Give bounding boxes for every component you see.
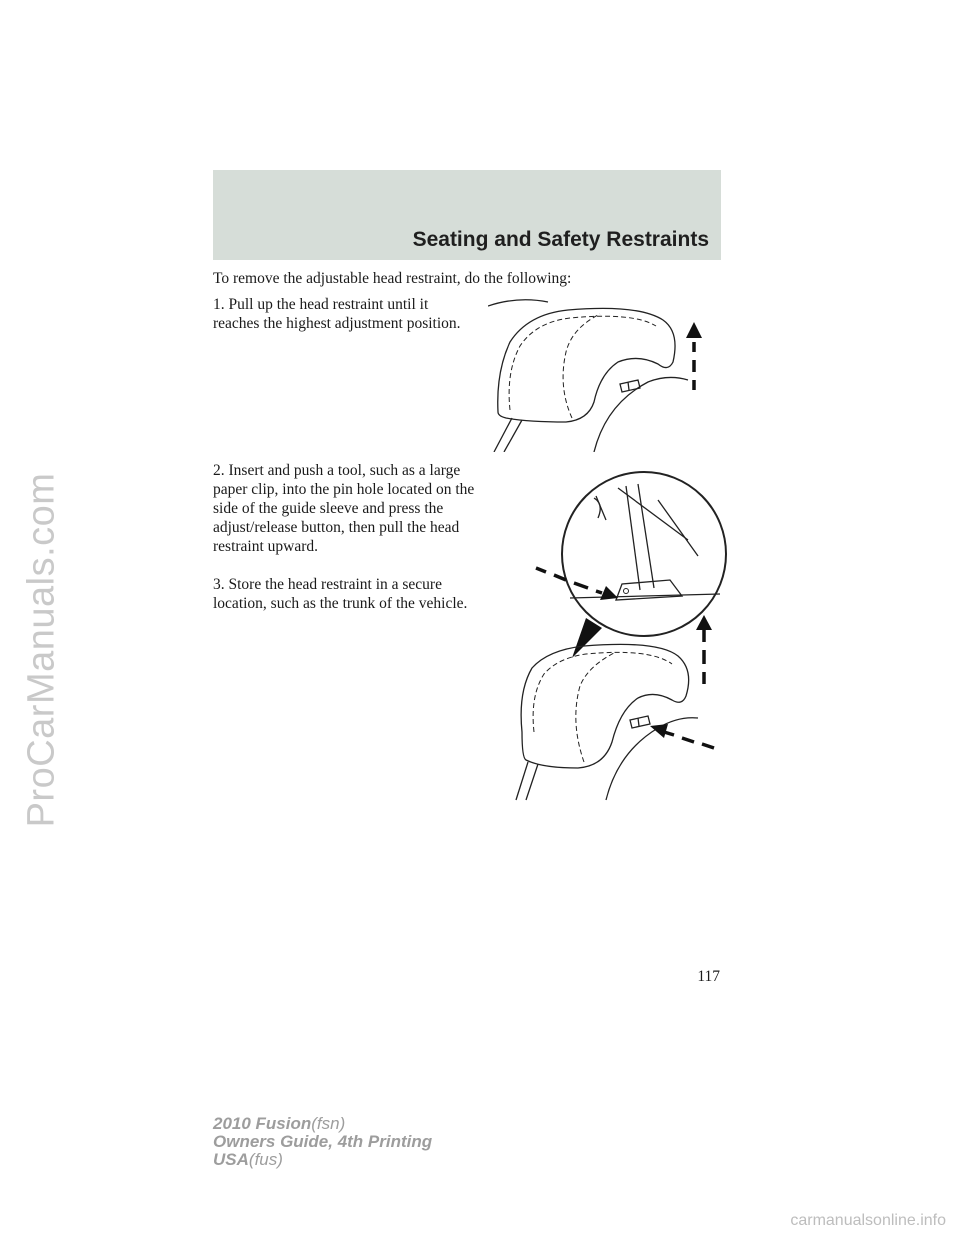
head-restraint-pin-hole-illustration [488,470,728,810]
footer-line-guide [213,1133,432,1151]
step-2-text: 2. Insert and push a tool, such as a large paper clip, into the pin hole located on the side of the guide sleeve and press the adjust/release button, then pull the head restraint upward. [213,462,475,555]
bottom-watermark: carmanualsonline.info [790,1212,946,1229]
step-1-text: 1. Pull up the head restraint until it reaches the highest adjustment position. [213,296,461,332]
footer-model: 2010 Fusion [213,1114,312,1133]
footer-line-model [213,1115,432,1133]
side-watermark-text: ProCarManuals.com [20,472,63,828]
footer-line-market [213,1151,432,1169]
footer-info [213,1115,432,1169]
footer-market: USA [213,1150,249,1169]
footer-model-code: (fsn) [311,1114,346,1133]
side-watermark [12,390,72,910]
step-3-text: 3. Store the head restraint in a secure location, such as the trunk of the vehicle. [213,576,468,612]
page-number: 117 [697,968,720,985]
intro-paragraph: To remove the adjustable head restraint, do the following: [213,270,572,287]
section-title: Seating and Safety Restraints [412,228,709,251]
head-restraint-pull-up-illustration [488,292,720,452]
footer-market-code: (fus) [248,1150,283,1169]
footer-guide: Owners Guide, 4th Printing [213,1132,433,1151]
section-header [213,170,721,260]
